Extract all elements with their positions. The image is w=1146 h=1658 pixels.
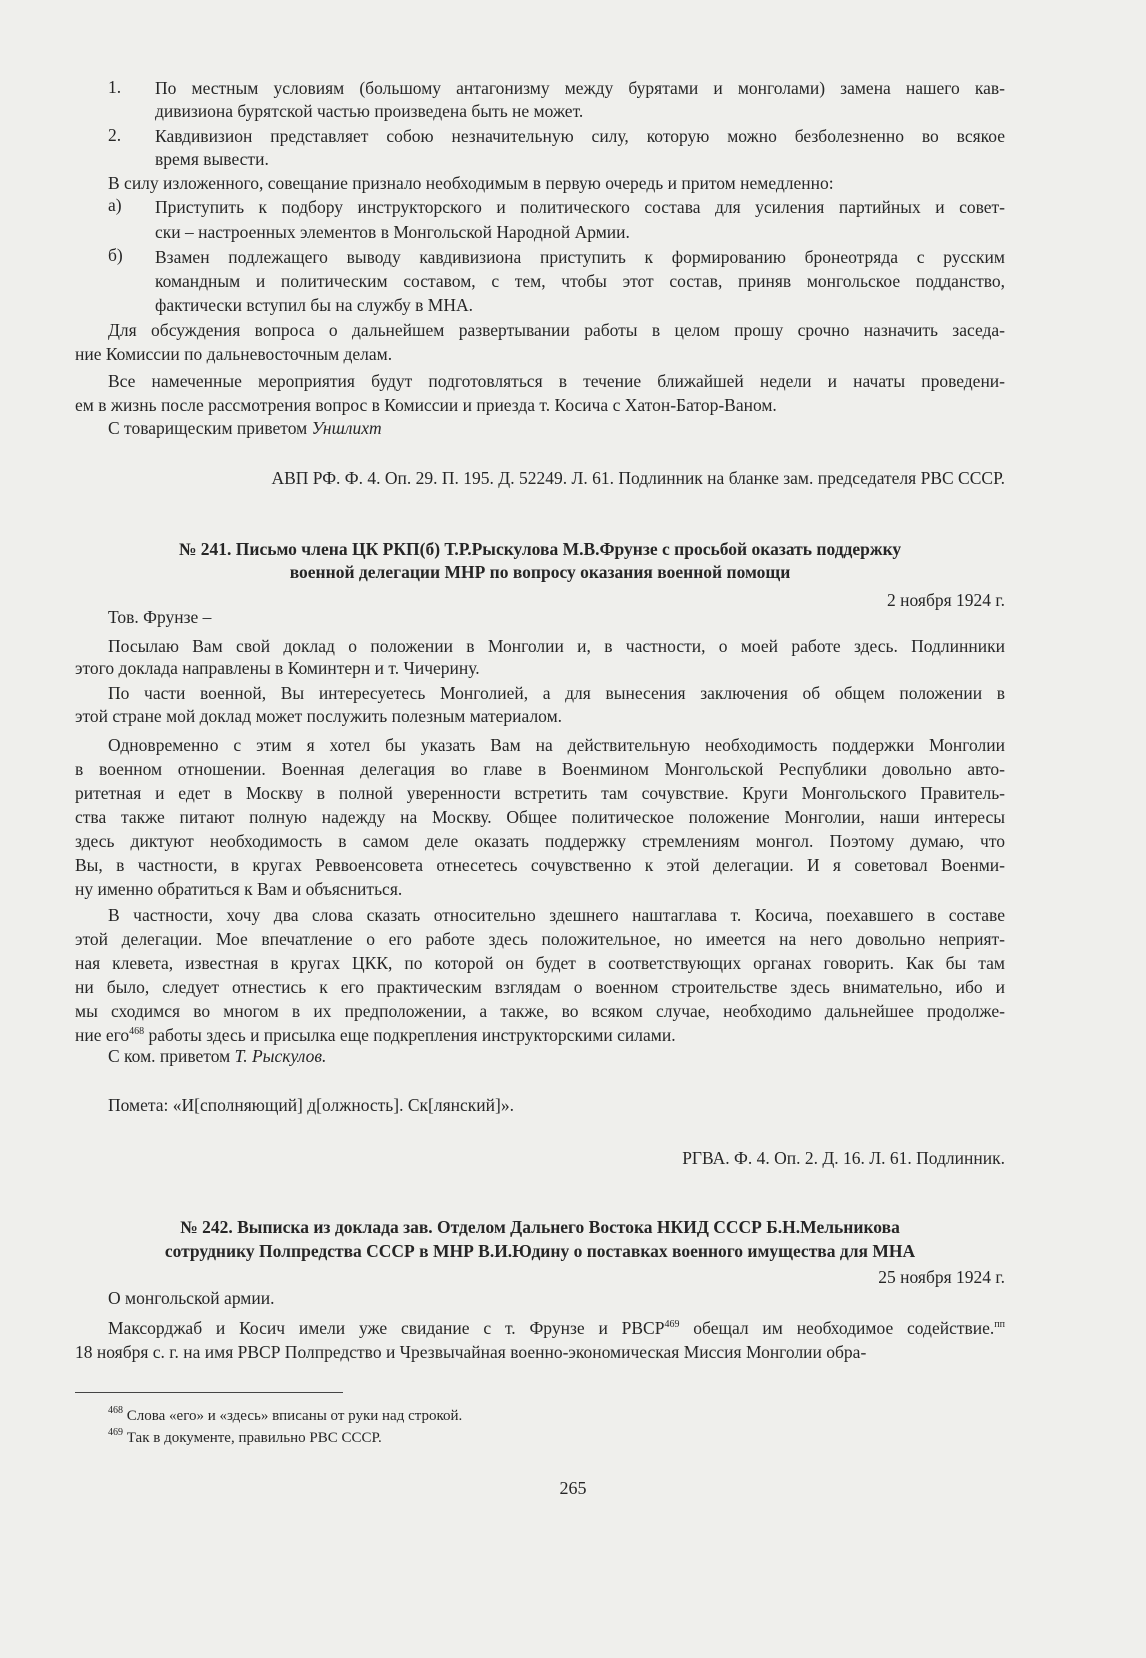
text-line: ства также питают полную надежду на Москву. Общее политическое положение Монголии, наши интересы (75, 807, 1005, 827)
text-line: военной делегации МНР по вопросу оказания военной помощи (289, 562, 791, 582)
text-line: время вывести. (155, 149, 269, 169)
footnote (75, 1427, 1005, 1449)
document-title (75, 538, 1005, 584)
list-marker: а) (108, 195, 122, 215)
text-line: этой делегации. Мое впечатление о его работе здесь положительное, но имеется на него довольно неприят- (75, 929, 1005, 949)
paragraph (75, 1316, 1005, 1364)
text-line: сотруднику Полпредства СССР в МНР В.И.Юдину о поставках военного имущества для МНА (164, 1241, 916, 1261)
list-item (75, 77, 1005, 123)
text-run: ние его (75, 1025, 130, 1045)
text-line: в военном отношении. Военная делегация во главе в Военмином Монгольской Республики довольно авто- (75, 759, 1005, 779)
paragraph (75, 903, 1005, 1047)
list-item (75, 245, 1005, 317)
paragraph (75, 733, 1005, 901)
text-run: Максорджаб и Косич имели уже свидание с т. Фрунзе и РВСР (108, 1318, 665, 1338)
text-line: фактически вступил бы на службу в МНА. (155, 295, 473, 315)
text-line: ни было, следует отнестись к его практическим взглядам о военном строительстве здесь внимательно, ибо и (75, 977, 1005, 997)
text-run: С ком. приветом (108, 1046, 235, 1066)
text-line: АВП РФ. Ф. 4. Оп. 29. П. 195. Д. 52249. Л. 61. Подлинник на бланке зам. председателя РВС СССР. (271, 468, 1005, 488)
text-line (75, 1316, 1005, 1340)
footnote-divider (75, 1392, 343, 1393)
text-run: С товарищеским приветом (108, 418, 312, 438)
paragraph (75, 1093, 1005, 1117)
document-title (75, 1215, 1005, 1263)
footnote-text: Слова «его» и «здесь» вписаны от руки над строкой. (123, 1408, 463, 1424)
paragraph (75, 318, 1005, 366)
signature: Уншлихт (311, 418, 382, 438)
paragraph (75, 605, 1005, 629)
paragraph (75, 682, 1005, 728)
text-line (75, 416, 1005, 440)
text-line: № 242. Выписка из доклада зав. Отделом Дальнего Востока НКИД СССР Б.Н.Мельникова (180, 1217, 900, 1237)
paragraph (75, 416, 1005, 440)
footnote-number: 468 (108, 1405, 123, 1416)
text-line: ная клевета, известная в кругах ЦКК, по которой он будет в соответствующих органах говорить. Как бы там (75, 953, 1005, 973)
paragraph (75, 171, 1005, 195)
text-line: Приступить к подбору инструкторского и политического состава для усиления партийных и совет- (155, 197, 1005, 217)
text-line (75, 1044, 1005, 1068)
text-line: № 241. Письмо члена ЦК РКП(б) Т.Р.Рыскулова М.В.Фрунзе с просьбой оказать поддержку (178, 539, 902, 559)
text-run: обещал им необходимое содействие. (679, 1318, 995, 1338)
text-line: О монгольской армии. (108, 1288, 275, 1308)
paragraph (75, 1044, 1005, 1068)
footnote-ref: 468 (129, 1026, 145, 1037)
text-line: Для обсуждения вопроса о дальнейшем развертывании работы в целом прошу срочно назначить заседа- (108, 320, 1005, 340)
footnote (75, 1405, 1005, 1427)
text-line: ние Комиссии по дальневосточным делам. (75, 344, 393, 364)
page-number: 265 (559, 1478, 587, 1498)
list-marker: 2. (108, 125, 122, 145)
text-line: дивизиона бурятской частью произведена быть не может. (155, 101, 584, 121)
paragraph (75, 635, 1005, 679)
footnote-text: Так в документе, правильно РВС СССР. (123, 1430, 382, 1446)
text-line: В частности, хочу два слова сказать относительно здешнего наштаглава т. Косича, поехавшего в составе (108, 905, 1005, 925)
text-line: Вы, в частности, в кругах Реввоенсовета отнесетесь сочувственно к этой делегации. И я советовал Военми- (75, 855, 1005, 875)
text-line: По части военной, Вы интересуетесь Монголией, а для вынесения заключения об общем положении в (108, 683, 1005, 703)
text-line: Все намеченные мероприятия будут подготовляться в течение ближайшей недели и начаты проведени- (108, 371, 1005, 391)
text-line: 18 ноября с. г. на имя РВСР Полпредство и Чрезвычайная военно-экономическая Миссия Монголии обра- (75, 1342, 867, 1362)
list-marker: 1. (108, 77, 122, 97)
text-line: Кавдивизион представляет собою незначительную силу, которую можно безболезненно во всякое (155, 126, 1005, 146)
text-line: Помета: «И[сполняющий] д[олжность]. Ск[лянский]». (108, 1095, 514, 1115)
text-line: ем в жизнь после рассмотрения вопрос в Комиссии и приезда т. Косича с Хатон-Батор-Ваном. (75, 395, 777, 415)
text-line: ритетная и едет в Москву в полной уверенности встретить там сочувствие. Круги Монгольского Правитель- (75, 783, 1005, 803)
signature: Т. Рыскулов. (234, 1046, 327, 1066)
text-run: работы здесь и присылка еще подкрепления инструкторскими силами. (144, 1025, 676, 1045)
text-line: 25 ноября 1924 г. (878, 1267, 1005, 1287)
list-item (75, 195, 1005, 245)
footnote-ref: пп (994, 1319, 1005, 1330)
paragraph (75, 369, 1005, 417)
footnote-ref: 469 (664, 1319, 680, 1330)
text-line: ски – настроенных элементов в Монгольской Народной Армии. (155, 222, 630, 242)
text-line: 2 ноября 1924 г. (887, 590, 1005, 610)
footnotes (75, 1405, 1005, 1449)
text-line: здесь диктуют необходимость в самом деле оказать поддержку стремлениям монгол. Поэтому думаю, что (75, 831, 1005, 851)
paragraph (75, 1286, 1005, 1310)
text-line: Тов. Фрунзе – (108, 607, 212, 627)
list-item (75, 125, 1005, 171)
text-line: Взамен подлежащего выводу кавдивизиона приступить к формированию бронеотряда с русским (155, 247, 1005, 267)
footnote-number: 469 (108, 1427, 123, 1438)
right-aligned-line (75, 466, 1005, 490)
list-marker: б) (108, 245, 123, 265)
text-line: этой стране мой доклад может послужить полезным материалом. (75, 706, 563, 726)
text-line: В силу изложенного, совещание признало необходимым в первую очередь и притом немедленно: (108, 173, 834, 193)
text-line: РГВА. Ф. 4. Оп. 2. Д. 16. Л. 61. Подлинник. (682, 1148, 1005, 1168)
text-line: командным и политическим составом, с тем, чтобы этот состав, приняв монгольское подданство, (155, 271, 1005, 291)
text-line: Посылаю Вам свой доклад о положении в Монголии и, в частности, о моей работе здесь. Подлинники (108, 636, 1005, 656)
text-line: Одновременно с этим я хотел бы указать Вам на действительную необходимость поддержки Монголии (108, 735, 1005, 755)
text-line: По местным условиям (большому антагонизму между бурятами и монголами) замена нашего кав- (155, 78, 1005, 98)
right-aligned-line (75, 1146, 1005, 1170)
text-line: этого доклада направлены в Коминтерн и т. Чичерину. (75, 658, 480, 678)
text-line: ну именно обратиться к Вам и объясниться. (75, 879, 403, 899)
text-line: мы сходимся во многом в их предположении, а также, во всяком случае, необходимо дальнейшее продолже- (75, 1001, 1005, 1021)
